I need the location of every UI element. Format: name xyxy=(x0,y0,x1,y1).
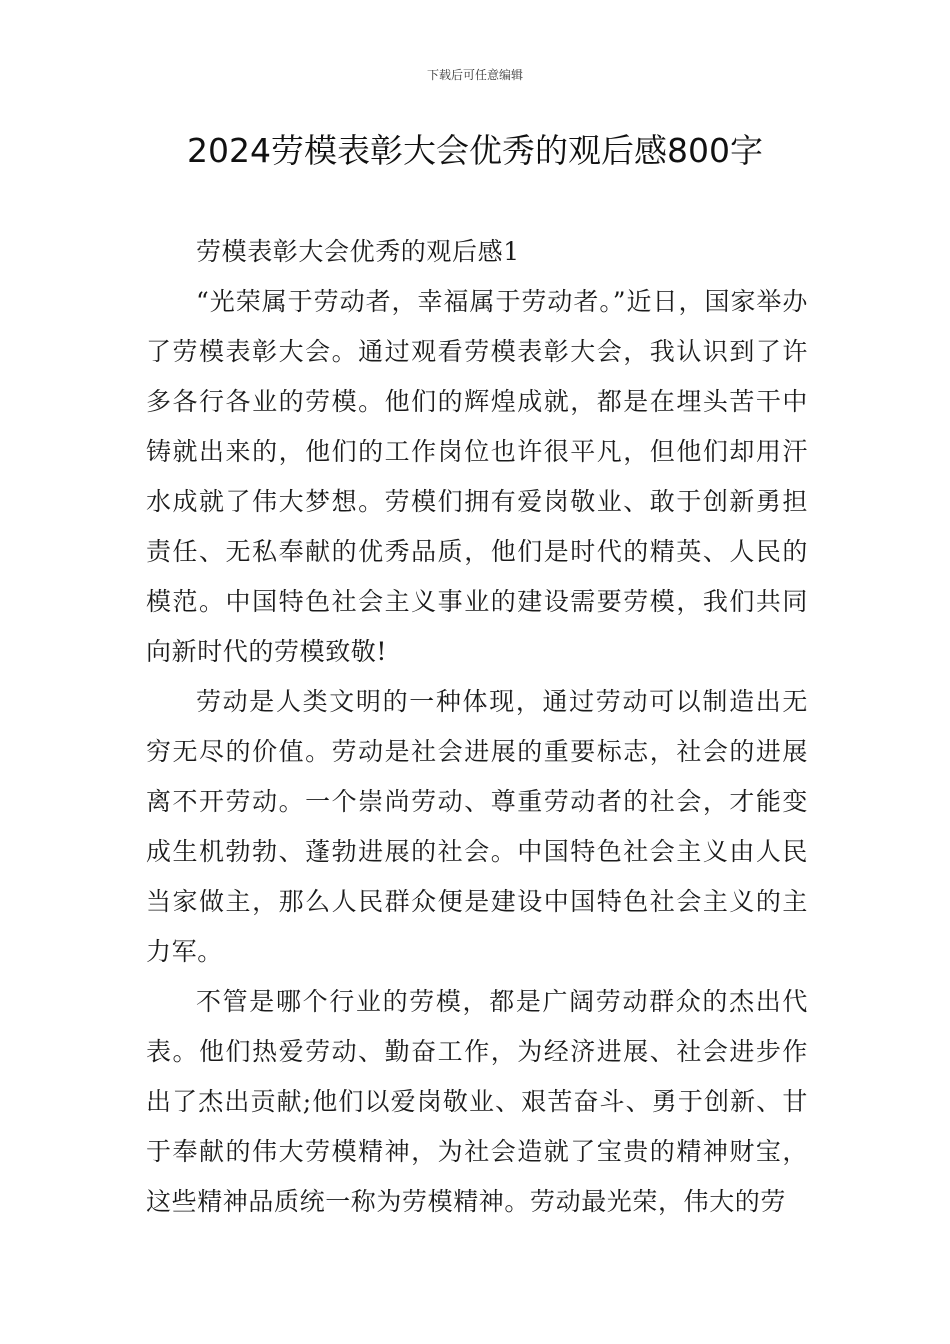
document-title: 2024劳模表彰大会优秀的观后感800字 xyxy=(187,131,763,170)
paragraph-2: 劳动是人类文明的一种体现，通过劳动可以制造出无穷无尽的价值。劳动是社会进展的重要标志，社会的进展离不开劳动。一个崇尚劳动、尊重劳动者的社会，才能变成生机勃勃、蓬勃进展的社会。中国特色社会主义由人民当家做主，那么人民群众便是建设中国特色社会主义的主力军。 xyxy=(146,687,808,966)
paragraph-1: “光荣属于劳动者，幸福属于劳动者。”近日，国家举办了劳模表彰大会。通过观看劳模表彰大会，我认识到了许多各行各业的劳模。他们的辉煌成就，都是在埋头苦干中铸就出来的，他们的工作岗位也许很平凡，但他们却用汗水成就了伟大梦想。劳模们拥有爱岗敬业、敢于创新勇担责任、无私奉献的优秀品质，他们是时代的精英、人民的模范。中国特色社会主义事业的建设需要劳模，我们共同向新时代的劳模致敬! xyxy=(146,287,808,666)
paragraph-3: 不管是哪个行业的劳模，都是广阔劳动群众的杰出代表。他们热爱劳动、勤奋工作，为经济进展、社会进步作出了杰出贡献;他们以爱岗敬业、艰苦奋斗、勇于创新、甘于奉献的伟大劳模精神，为社会造就了宝贵的精神财宝，这些精神品质统一称为劳模精神。劳动最光荣，伟大的劳 xyxy=(146,987,808,1216)
header-note: 下载后可任意编辑 xyxy=(426,68,523,82)
document-body xyxy=(146,227,808,1227)
section-heading: 劳模表彰大会优秀的观后感1 xyxy=(196,237,520,266)
